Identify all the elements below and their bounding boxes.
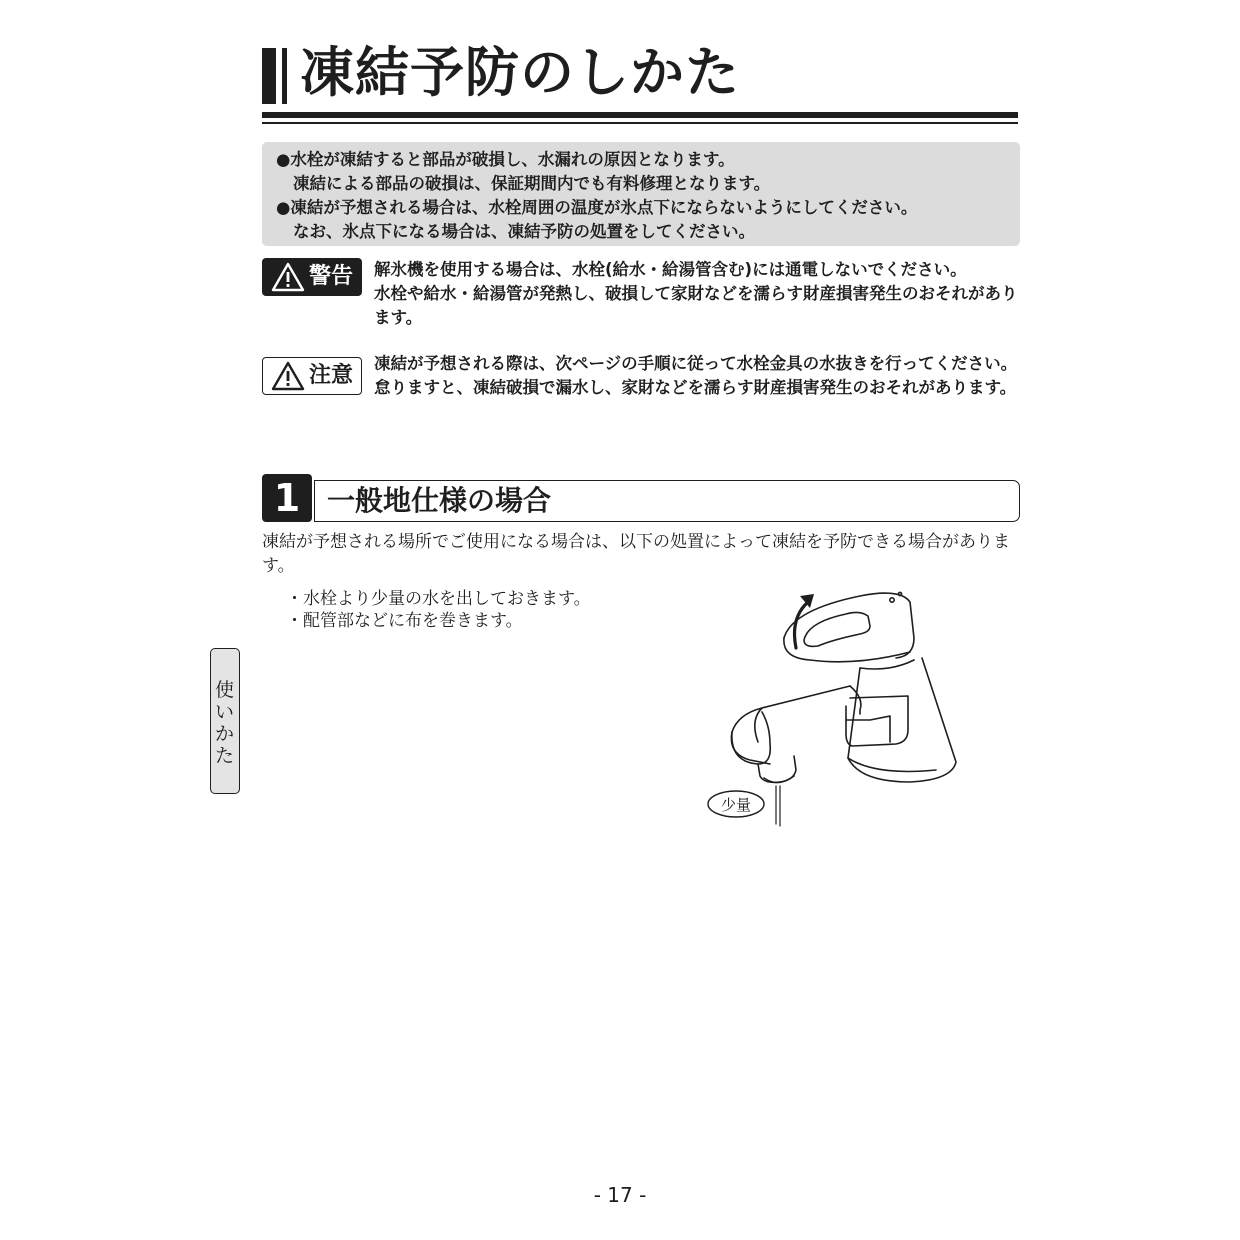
faucet-illustration xyxy=(700,580,970,830)
section-number: 1 xyxy=(262,474,312,522)
title-marker-bar xyxy=(262,48,276,104)
prevention-steps-list xyxy=(286,588,591,632)
side-tab-char: た xyxy=(214,745,234,767)
warning-badge xyxy=(262,258,362,296)
warning-text-line: 解氷機を使用する場合は、水栓(給水・給湯管含む)には通電しないでください。 xyxy=(374,260,967,279)
notice-box xyxy=(262,142,1020,246)
list-item: ・配管部などに布を巻きます。 xyxy=(286,611,523,631)
notice-line: なお、氷点下になる場合は、凍結予防の処置をしてください。 xyxy=(293,222,755,241)
warning-label: 警告 xyxy=(308,264,353,289)
title-rule-thin xyxy=(262,122,1018,124)
list-item: ・水栓より少量の水を出しておきます。 xyxy=(286,589,591,609)
warning-triangle-icon xyxy=(271,361,305,391)
caution-text xyxy=(374,352,1020,400)
warning-triangle-icon xyxy=(271,262,305,292)
section-body-text: 凍結が予想される場所でご使用になる場合は、以下の処置によって凍結を予防できる場合があります。 xyxy=(262,532,1010,576)
side-tab-usage[interactable] xyxy=(210,648,240,794)
caution-label: 注意 xyxy=(308,363,353,388)
caution-badge xyxy=(262,357,362,395)
warning-text xyxy=(374,258,1020,330)
title-marker-bar-thin xyxy=(282,48,287,104)
page-title-text: 凍結予防のしかた xyxy=(300,41,740,104)
section-title: 一般地仕様の場合 xyxy=(327,484,552,517)
side-tab-char: 使 xyxy=(214,679,234,701)
side-tab-char: か xyxy=(214,723,234,745)
section-header xyxy=(314,480,1020,522)
caution-text-line: 凍結が予想される際は、次ページの手順に従って水栓金具の水抜きを行ってください。 xyxy=(374,354,1018,373)
notice-line: 凍結による部品の破損は、保証期間内でも有料修理となります。 xyxy=(293,174,771,193)
notice-line: ●凍結が予想される場合は、水栓周囲の温度が氷点下にならないようにしてください。 xyxy=(276,198,918,217)
side-tab-char: い xyxy=(214,701,234,723)
warning-text-line: 水栓や給水・給湯管が発熱し、破損して家財などを濡らす財産損害発生のおそれがあります。 xyxy=(374,284,1018,327)
caution-text-line: 怠りますと、凍結破損で漏水し、家財などを濡らす財産損害発生のおそれがあります。 xyxy=(374,378,1017,397)
title-rule-thick xyxy=(262,112,1018,118)
page-number: - 17 - xyxy=(593,1183,647,1207)
notice-line: ●水栓が凍結すると部品が破損し、水漏れの原因となります。 xyxy=(276,150,735,169)
small-amount-label: 少量 xyxy=(720,796,752,814)
